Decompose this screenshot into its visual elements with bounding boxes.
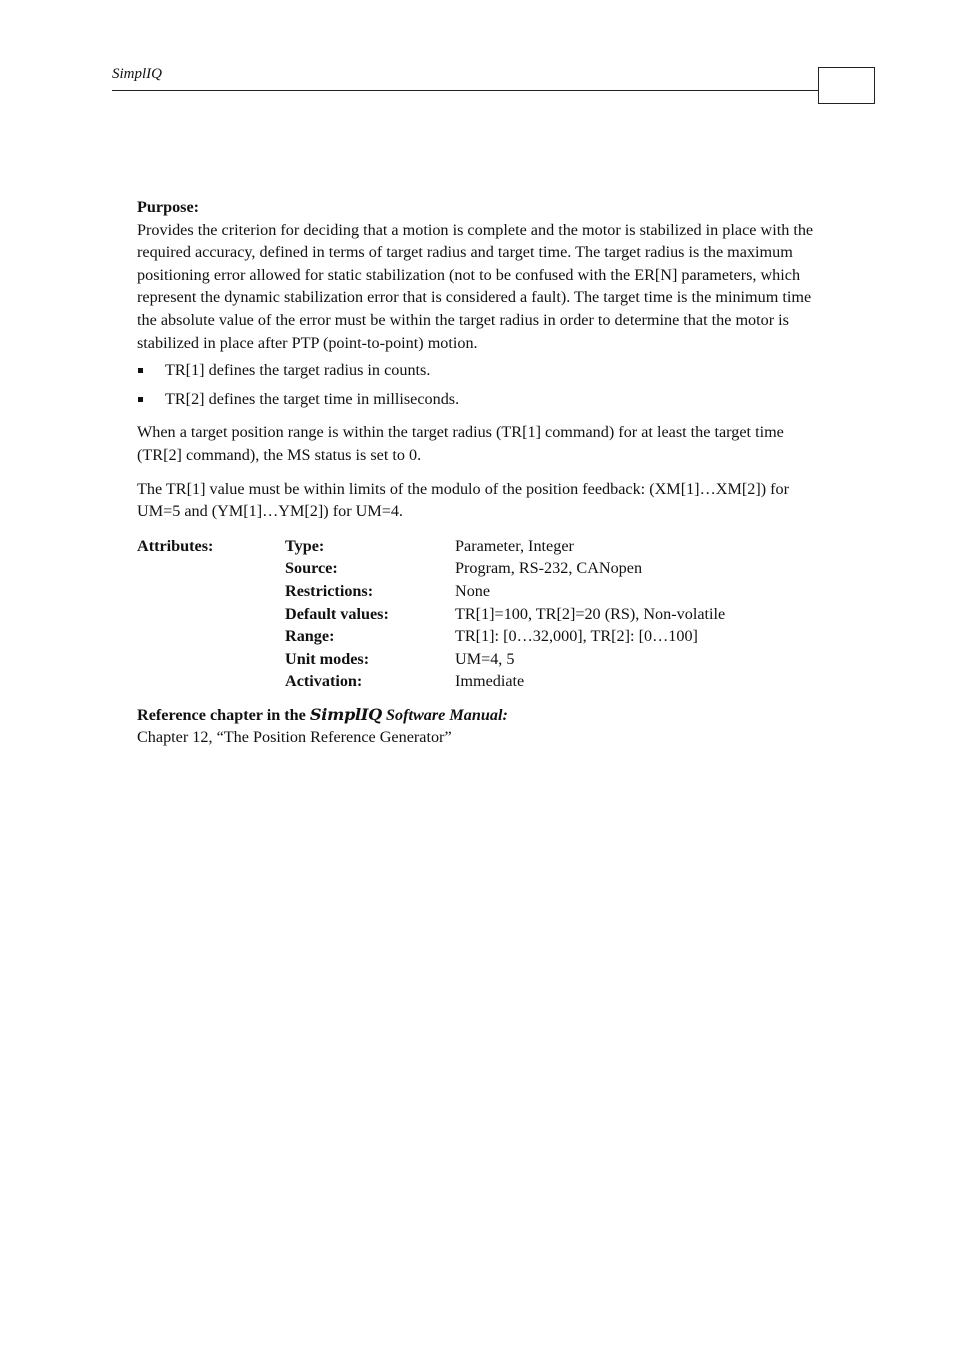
attributes-label: Attributes: [137, 536, 214, 555]
attribute-key: Default values: [285, 604, 389, 623]
attribute-value: Immediate [455, 672, 525, 691]
attribute-row [137, 670, 821, 693]
modulo-limits-paragraph: The TR[1] value must be within limits of the modulo of the position feedback: (XM[1]…XM[2]) for UM=5 and (YM[1]…YM[2]) for UM=4. [137, 479, 790, 521]
attribute-row [137, 557, 821, 580]
purpose-heading: Purpose: [137, 198, 200, 216]
attribute-key: Range: [285, 627, 335, 646]
running-header-title: SimplIQ [112, 66, 162, 82]
attribute-row [137, 648, 821, 671]
purpose-text: Provides the criterion for deciding that a motion is complete and the motor is stabilized in place with the required accuracy, defined in terms of target radius and target time. The target radius is the maximum positioning error allowed for static stabilization (not to be confused with the ER[N] parameters, which represent the dynamic stabilization error that is considered a fault). The target time is the minimum time the absolute value of the error must be within the target radius in order to determine that the motor is stabilized in place after PTP (point-to-point) motion. [137, 220, 814, 352]
attribute-key: Restrictions: [285, 581, 374, 600]
header-rule [112, 90, 820, 91]
bullet-list [137, 359, 821, 410]
attribute-key: Source: [285, 559, 338, 578]
square-bullet-icon [138, 368, 143, 373]
attribute-row [137, 603, 821, 626]
document-body [137, 196, 821, 749]
attribute-value: None [455, 581, 491, 600]
bullet-text: TR[1] defines the target radius in counts. [165, 361, 431, 380]
square-bullet-icon [138, 397, 143, 402]
list-item [137, 359, 821, 382]
attribute-value: UM=4, 5 [455, 649, 515, 668]
bullet-text: TR[2] defines the target time in milliseconds. [165, 389, 460, 408]
attribute-key: Unit modes: [285, 649, 370, 668]
attribute-value: TR[1]=100, TR[2]=20 (RS), Non-volatile [455, 604, 726, 623]
attribute-key: Activation: [285, 672, 363, 691]
reference-heading [137, 704, 821, 727]
attribute-value: Parameter, Integer [455, 536, 574, 555]
ms-status-paragraph: When a target position range is within the target radius (TR[1] command) for at least the target time (TR[2] command), the MS status is set to 0. [137, 423, 784, 464]
attribute-row [137, 625, 821, 648]
attribute-value: TR[1]: [0…32,000], TR[2]: [0…100] [455, 627, 698, 646]
brand-name: SimplIQ [309, 704, 382, 724]
reference-prefix: Reference chapter in the [137, 705, 310, 724]
attribute-row [137, 580, 821, 603]
attribute-key: Type: [285, 536, 325, 555]
page-number-box [818, 67, 875, 104]
attribute-value: Program, RS-232, CANopen [455, 559, 643, 578]
manual-name: Software Manual: [381, 705, 508, 724]
reference-chapter: Chapter 12, “The Position Reference Generator” [137, 728, 452, 747]
attribute-row [137, 535, 821, 558]
attributes-table [137, 535, 821, 693]
list-item [137, 388, 821, 411]
